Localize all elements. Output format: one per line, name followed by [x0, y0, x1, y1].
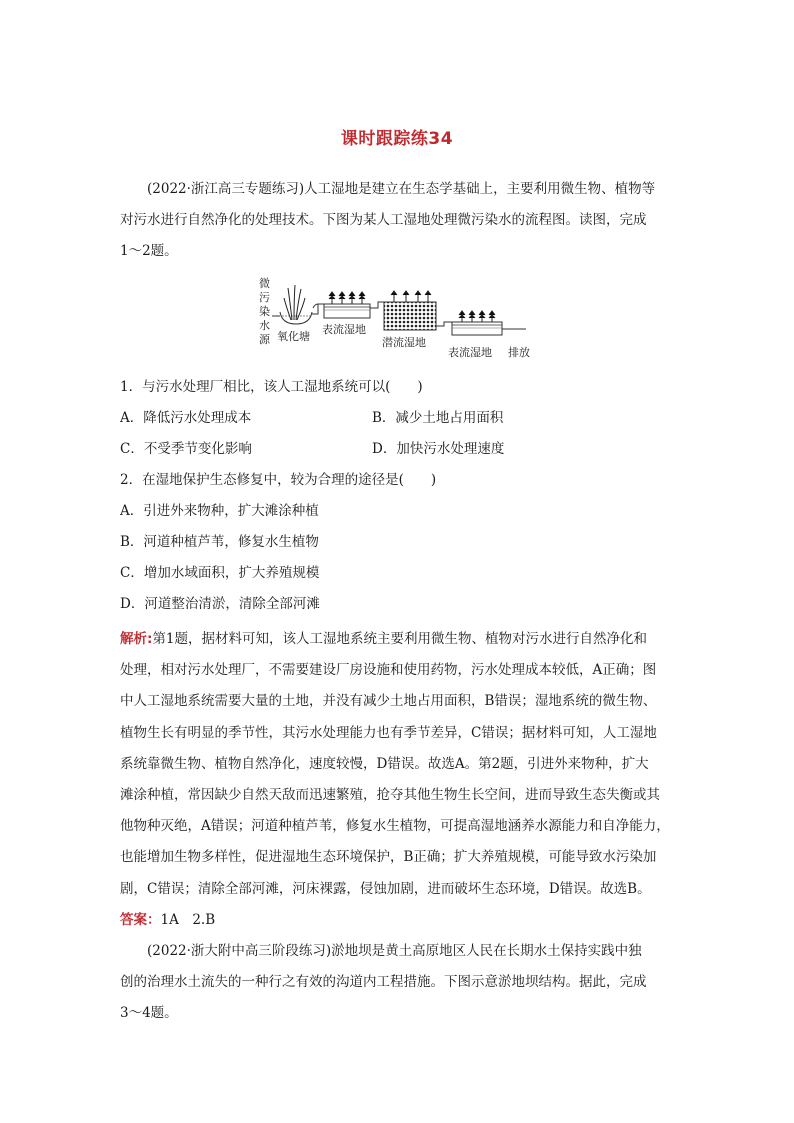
analysis-line: 系统靠微生物、植物自然净化，速度较慢，D错误。故选A。第2题，引进外来物种，扩大: [120, 755, 649, 772]
question-2-stem: 2．在湿地保护生态修复中，较为合理的途径是( ): [120, 472, 437, 488]
option-b: B．减少土地占用面积: [372, 410, 504, 426]
analysis-block: [120, 624, 680, 905]
intro-paragraph: [120, 174, 680, 268]
next-intro-line: 3～4题。: [120, 1005, 178, 1022]
analysis-line: 也能增加生物多样性，促进湿地生态环境保护，B正确；扩大养殖规模，可能导致水污染加: [120, 849, 657, 866]
answer-line: [120, 905, 215, 936]
analysis-line: 解析:第1题，据材料可知，该人工湿地系统主要利用微生物、植物对污水进行自然净化和: [120, 631, 647, 647]
wetland-plant-icon: [459, 311, 495, 322]
source-label-char: 水: [259, 319, 270, 332]
subsurface-wetland-label: 潜流湿地: [382, 336, 426, 349]
option-c: C．增加水域面积，扩大养殖规模: [120, 565, 320, 581]
option-d: D．河道整治清淤，清除全部河滩: [120, 596, 320, 612]
reed-plant-icon: [284, 285, 305, 320]
surface-wetland-2: [452, 311, 502, 335]
surface-wetland-1: [324, 292, 370, 318]
analysis-line: 滩涂种植，常因缺少自然天敌而迅速繁殖，抢夺其他生物生长空间，进而导致生态失衡或其: [120, 787, 660, 804]
analysis-line: 处理，相对污水处理厂，不需要建设厂房设施和使用药物，污水处理成本较低，A正确；图: [120, 662, 657, 679]
question-1-options-row: [120, 403, 680, 434]
wetland-plant-icon: [329, 292, 365, 304]
source-label-char: 源: [259, 333, 270, 346]
source-label-char: 微: [259, 277, 270, 290]
analysis-line: 植物生长有明显的季节性，其污水处理能力也有季节差异，C错误；据材料可知，人工湿地: [120, 724, 657, 741]
wetland-plant-icon: [391, 291, 431, 302]
surface-wetland-1-label: 表流湿地: [322, 323, 366, 336]
option-b: B．河道种植芦苇，修复水生植物: [120, 534, 319, 550]
analysis-line: 中人工湿地系统需要大量的土地，并没有减少土地占用面积，B错误；湿地系统的微生物、: [120, 693, 657, 710]
analysis-label: 解析:: [120, 631, 153, 647]
option-a: A．降低污水处理成本: [120, 410, 252, 426]
next-intro-line: 创的治理水土流失的一种行之有效的沟道内工程措施。下图示意淤地坝结构。据此，完成: [120, 974, 647, 991]
page-title: 课时跟踪练34: [340, 129, 454, 149]
subsurface-wetland: [384, 291, 436, 330]
analysis-line: 他物种灭绝，A错误；河道种植芦苇，修复水生植物，可提高湿地涵养水源能力和自净能力，: [120, 818, 670, 835]
option-d: D．加快污水处理速度: [372, 441, 505, 457]
wetland-flow-svg: [258, 276, 538, 362]
answer-value: 1A 2.B: [160, 912, 216, 928]
question-1-options-row: [120, 434, 680, 465]
next-intro-paragraph: [120, 936, 680, 1030]
next-intro-line: (2022·浙大附中高三阶段练习)淤地坝是黄土高原地区人民在长期水土保持实践中独: [147, 943, 642, 959]
source-label-char: 污: [259, 291, 270, 304]
wetland-flow-diagram: [258, 276, 538, 362]
discharge-label: 排放: [508, 346, 530, 359]
intro-line: 1～2题。: [120, 243, 178, 260]
option-a: A．引进外来物种，扩大滩涂种植: [120, 503, 319, 519]
analysis-line: 剧，C错误；清除全部河滩，河床裸露，侵蚀加剧，进而破坏生态环境，D错误。故选B。: [120, 880, 651, 897]
oxidation-pond: [280, 285, 312, 324]
option-c: C．不受季节变化影响: [120, 441, 252, 457]
source-label-char: 染: [259, 305, 270, 318]
intro-line: (2022·浙江高三专题练习)人工湿地是建立在生态学基础上，主要利用微生物、植物等: [147, 181, 656, 197]
question-1-stem: 1．与污水处理厂相比，该人工湿地系统可以( ): [120, 379, 423, 395]
answer-label: 答案：: [120, 912, 161, 928]
oxidation-pond-label: 氧化塘: [277, 330, 310, 343]
intro-line: 对污水进行自然净化的处理技术。下图为某人工湿地处理微污染水的流程图。读图，完成: [120, 212, 647, 229]
surface-wetland-2-label: 表流湿地: [448, 346, 492, 359]
